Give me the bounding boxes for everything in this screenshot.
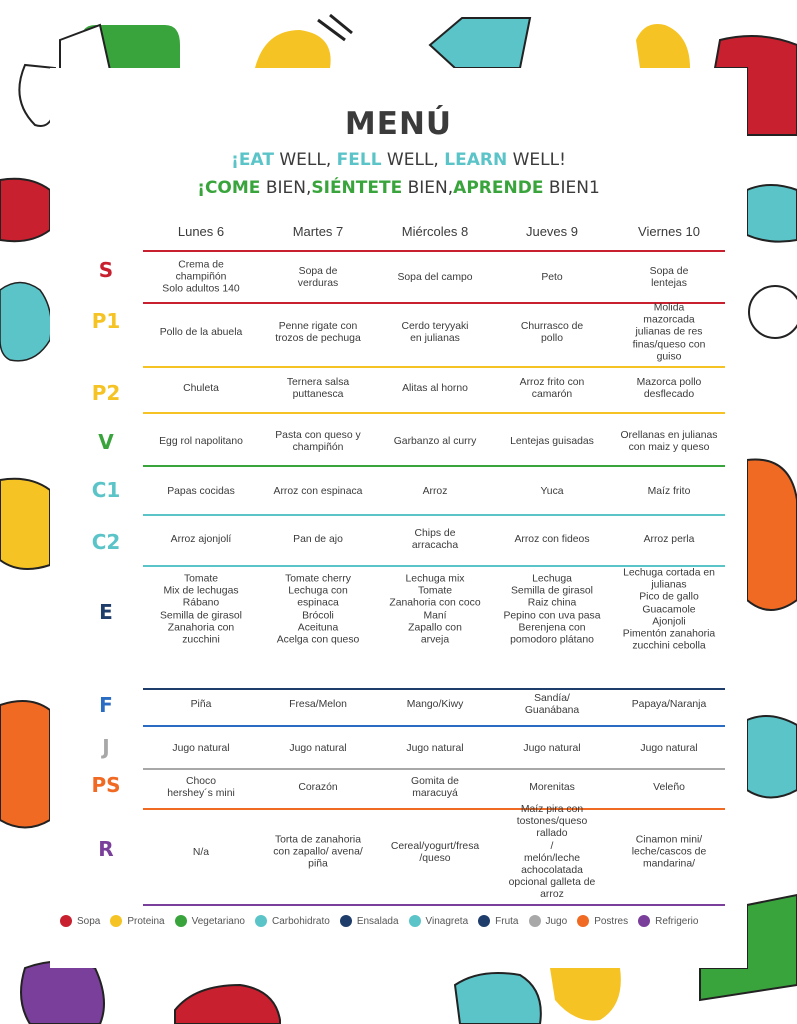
menu-cell: Arroz perla: [643, 533, 695, 545]
menu-cell: Sopa de lentejas: [649, 265, 689, 289]
menu-cell: Sopa de verduras: [297, 265, 339, 289]
legend-item: [60, 915, 100, 927]
legend-label: Vegetariano: [191, 915, 245, 927]
row-divider: [143, 768, 725, 770]
onion-ring-illustration: [749, 286, 797, 338]
subtitle-segment: BIEN1: [543, 178, 600, 198]
menu-cell: Maíz pira con tostones/queso rallado / melón/leche achocolatada opcional galleta de arroz: [508, 804, 596, 901]
legend-item: [255, 915, 330, 927]
legend-dot: [175, 915, 187, 927]
row-divider: [143, 808, 725, 810]
menu-cell: Pan de ajo: [293, 533, 343, 545]
menu-cell: Papaya/Naranja: [631, 698, 707, 710]
menu-cell: Arroz: [422, 485, 448, 497]
menu-cell: Torta de zanahoria con zapallo/ avena/ piña: [273, 834, 363, 871]
row-divider: [143, 250, 725, 252]
subtitle-segment: WELL,: [273, 150, 337, 170]
menu-cell: Piña: [190, 698, 212, 710]
day-header: Lunes 6: [177, 224, 225, 239]
legend-item: [110, 915, 164, 927]
pepper-shaker-illustration: [747, 716, 797, 798]
menu-cell: Cinamon mini/ leche/cascos de mandarina/: [631, 834, 707, 871]
legend-item: [478, 915, 518, 927]
subtitle-segment: WELL!: [507, 150, 566, 170]
menu-cell: Jugo natural: [406, 742, 464, 754]
legend-label: Refrigerio: [655, 915, 699, 927]
menu-cell: Crema de champiñón Solo adultos 140: [162, 259, 240, 296]
orange-illustration: [0, 701, 50, 828]
subtitle-segment: BIEN,: [402, 178, 454, 198]
menu-cell: Mango/Kiwy: [406, 698, 464, 710]
menu-cell: Orellanas en julianas con maiz y queso: [620, 429, 718, 453]
bottom-garlic-illustration: [550, 968, 621, 1021]
menu-cell: Yuca: [540, 485, 564, 497]
subtitle-segment: BIEN,: [260, 178, 312, 198]
legend-dot: [340, 915, 352, 927]
row-code: C1: [91, 478, 121, 502]
menu-cell: Penne rigate con trozos de pechuga: [275, 320, 361, 344]
menu-cell: Choco hershey´s mini: [167, 775, 235, 799]
row-code: PS: [91, 773, 121, 797]
menu-cell: Mazorca pollo desflecado: [636, 376, 702, 400]
legend-dot: [255, 915, 267, 927]
row-code: V: [98, 430, 114, 454]
menu-cell: Sandía/ Guanábana: [524, 692, 580, 716]
menu-cell: N/a: [192, 846, 210, 858]
legend: [60, 915, 708, 927]
day-header: Jueves 9: [525, 224, 579, 239]
row-code: C2: [91, 530, 121, 554]
yellow-pot-illustration: [0, 479, 50, 569]
row-divider: [143, 904, 725, 906]
legend-item: [175, 915, 245, 927]
menu-cell: Maíz frito: [647, 485, 691, 497]
row-code: S: [98, 258, 114, 282]
menu-cell: Churrasco de pollo: [520, 320, 584, 344]
day-header: Viernes 10: [638, 224, 700, 239]
legend-dot: [60, 915, 72, 927]
menu-cell: Molida mazorcada julianas de res finas/queso con guiso: [632, 302, 706, 363]
legend-item: [577, 915, 628, 927]
menu-cell: Tomate cherry Lechuga con espinaca Brócoli Aceituna Acelga con queso: [276, 573, 360, 646]
menu-cell: Morenitas: [529, 781, 575, 793]
menu-cell: Corazón: [298, 781, 338, 793]
row-code: E: [99, 600, 113, 624]
menu-cell: Jugo natural: [640, 742, 698, 754]
day-header: Martes 7: [292, 224, 344, 239]
red-pan-illustration: [175, 985, 280, 1024]
menu-cell: Garbanzo al curry: [393, 435, 477, 447]
day-header: Miércoles 8: [401, 224, 469, 239]
legend-label: Carbohidrato: [272, 915, 330, 927]
menu-cell: Lechuga Semilla de girasol Raiz china Pepino con uva pasa Berenjena con pomodoro plátano: [503, 573, 601, 646]
bottle-illustration: [60, 25, 180, 70]
menu-cell: Peto: [541, 271, 563, 283]
legend-label: Fruta: [495, 915, 519, 927]
legend-item: [340, 915, 399, 927]
menu-card: [50, 68, 747, 968]
menu-cell: Cereal/yogurt/fresa /queso: [390, 840, 480, 864]
legend-dot: [110, 915, 122, 927]
purple-tomato-illustration: [21, 962, 104, 1024]
legend-label: Ensalada: [356, 915, 399, 927]
legend-dot: [409, 915, 421, 927]
menu-cell: Lentejas guisadas: [510, 435, 594, 447]
row-divider: [143, 412, 725, 414]
menu-cell: Tomate Mix de lechugas Rábano Semilla de girasol Zanahoria con zucchini: [159, 573, 242, 646]
menu-cell: Ternera salsa puttanesca: [286, 376, 350, 400]
subtitle-segment: FELL: [336, 150, 382, 170]
menu-cell: Pollo de la abuela: [159, 326, 243, 338]
legend-dot: [638, 915, 650, 927]
legend-dot: [577, 915, 589, 927]
subtitle-segment: LEARN: [444, 150, 508, 170]
menu-cell: Arroz con fideos: [514, 533, 590, 545]
subtitle-english: [0, 150, 797, 170]
menu-cell: Alitas al horno: [402, 382, 468, 394]
menu-cell: Pasta con queso y champiñón: [275, 429, 361, 453]
row-code: J: [102, 735, 110, 759]
squash-illustration: [747, 460, 797, 611]
menu-cell: Lechuga mix Tomate Zanahoria con coco Maní Zapallo con arveja: [389, 573, 481, 646]
menu-cell: Veleño: [653, 781, 685, 793]
subtitle-spanish: [0, 178, 797, 198]
subtitle-segment: APRENDE: [453, 178, 544, 198]
legend-item: [529, 915, 568, 927]
menu-cell: Arroz con espinaca: [273, 485, 363, 497]
menu-cell: Jugo natural: [172, 742, 230, 754]
row-code: F: [99, 693, 113, 717]
row-divider: [143, 514, 725, 516]
subtitle-segment: ¡COME: [197, 178, 261, 198]
garlic-illustration: [636, 24, 690, 68]
menu-cell: Chips de arracacha: [411, 527, 459, 551]
row-divider: [143, 465, 725, 467]
chicken-leg-illustration: [255, 15, 352, 68]
row-divider: [143, 688, 725, 690]
menu-cell: Jugo natural: [523, 742, 581, 754]
legend-label: Postres: [594, 915, 629, 927]
menu-cell: Arroz ajonjolí: [170, 533, 232, 545]
menu-cell: Lechuga cortada en julianas Pico de gallo Guacamole Ajonjoli Pimentón zanahoria zucchini cebolla: [622, 567, 716, 652]
menu-cell: Papas cocidas: [167, 485, 235, 497]
subtitle-segment: ¡: [231, 150, 239, 170]
legend-label: Jugo: [545, 915, 568, 927]
teal-pepper-illustration: [455, 973, 541, 1024]
menu-cell: Arroz frito con camarón: [519, 376, 585, 400]
menu-cell: Fresa/Melon: [289, 698, 347, 710]
menu-cell: Jugo natural: [289, 742, 347, 754]
menu-cell: Chuleta: [183, 382, 219, 394]
legend-label: Vinagreta: [425, 915, 469, 927]
subtitle-segment: SIÉNTETE: [311, 178, 403, 198]
subtitle-segment: EAT: [238, 150, 274, 170]
menu-cell: Cerdo teryyaki en julianas: [401, 320, 469, 344]
row-code: P2: [91, 381, 121, 405]
legend-dot: [529, 915, 541, 927]
legend-item: [409, 915, 469, 927]
row-divider: [143, 725, 725, 727]
row-code: P1: [91, 309, 121, 333]
menu-cell: Egg rol napolitano: [159, 435, 243, 447]
row-divider: [143, 366, 725, 368]
row-code: R: [98, 837, 114, 861]
page-title: MENÚ: [344, 106, 453, 142]
legend-item: [638, 915, 698, 927]
subtitle-segment: WELL,: [381, 150, 445, 170]
cheese-illustration: [430, 18, 530, 68]
legend-label: Sopa: [77, 915, 101, 927]
legend-label: Proteina: [127, 915, 165, 927]
broccoli-illustration: [0, 283, 51, 361]
menu-cell: Gomita de maracuyá: [411, 775, 459, 799]
legend-dot: [478, 915, 490, 927]
menu-cell: Sopa del campo: [397, 271, 473, 283]
